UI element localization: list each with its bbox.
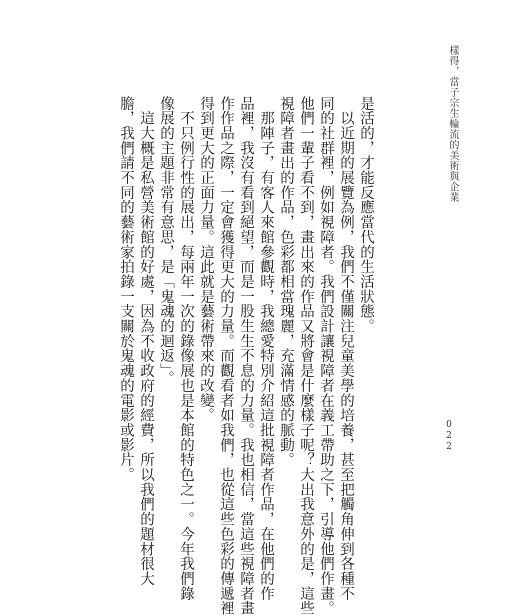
text-line-7: 品裡，我沒有看到絕望，而是一股生生不息的力量。我也相信，當這些視障者畫: [238, 96, 254, 616]
text-line-12: 這大概是私營美術館的好處，因為不收政府的經費，所以我們的題材很大: [138, 96, 154, 587]
text-line-9: 得到更大的正面力量。這此就是藝術帶來的改變。: [198, 96, 214, 423]
text-line-3: 同的社群裡，例如視障者。我們設計讓視障者在義工帶助之下，引導他們作畫。: [318, 96, 334, 616]
text-line-11: 像展的主題非常有意思，是「鬼魂的迴返」。: [158, 96, 174, 386]
text-line-4: 他們一輩子看不到，畫出來的作品又將會是什麼樣子呢？大出我意外的是，這些: [298, 96, 314, 616]
text-line-13: 膽，我們請不同的藝術家拍錄一支關於鬼魂的電影或影片。: [118, 96, 134, 483]
text-line-5: 視障者畫出的作品，色彩都相當瑰麗，充滿情感的脈動。: [278, 96, 294, 468]
page-number: 022: [444, 420, 454, 453]
running-head: 樣得，當子宗生輪流的美術與企業: [447, 45, 458, 203]
text-line-8: 作作品之際，一定會獲得更大的力量。而觀看者如我們，也從這些色彩的傳遞裡: [218, 96, 234, 616]
text-line-1: 是活的，才能反應當代的生活狀態。: [358, 96, 374, 334]
body-text: [116, 96, 376, 616]
text-line-6: 那陣子，有客人來館參觀時，我總愛特別介紹這批視障者作品，在他們的作: [258, 96, 274, 601]
text-line-10: 不只例行性的展出，每兩年一次的錄像展也是本館的特色之一。今年我們錄: [178, 96, 194, 601]
text-line-2: 以近期的展覽為例，我們不僅關注兒童美學的培養，甚至把觸角伸到各種不: [338, 96, 354, 601]
